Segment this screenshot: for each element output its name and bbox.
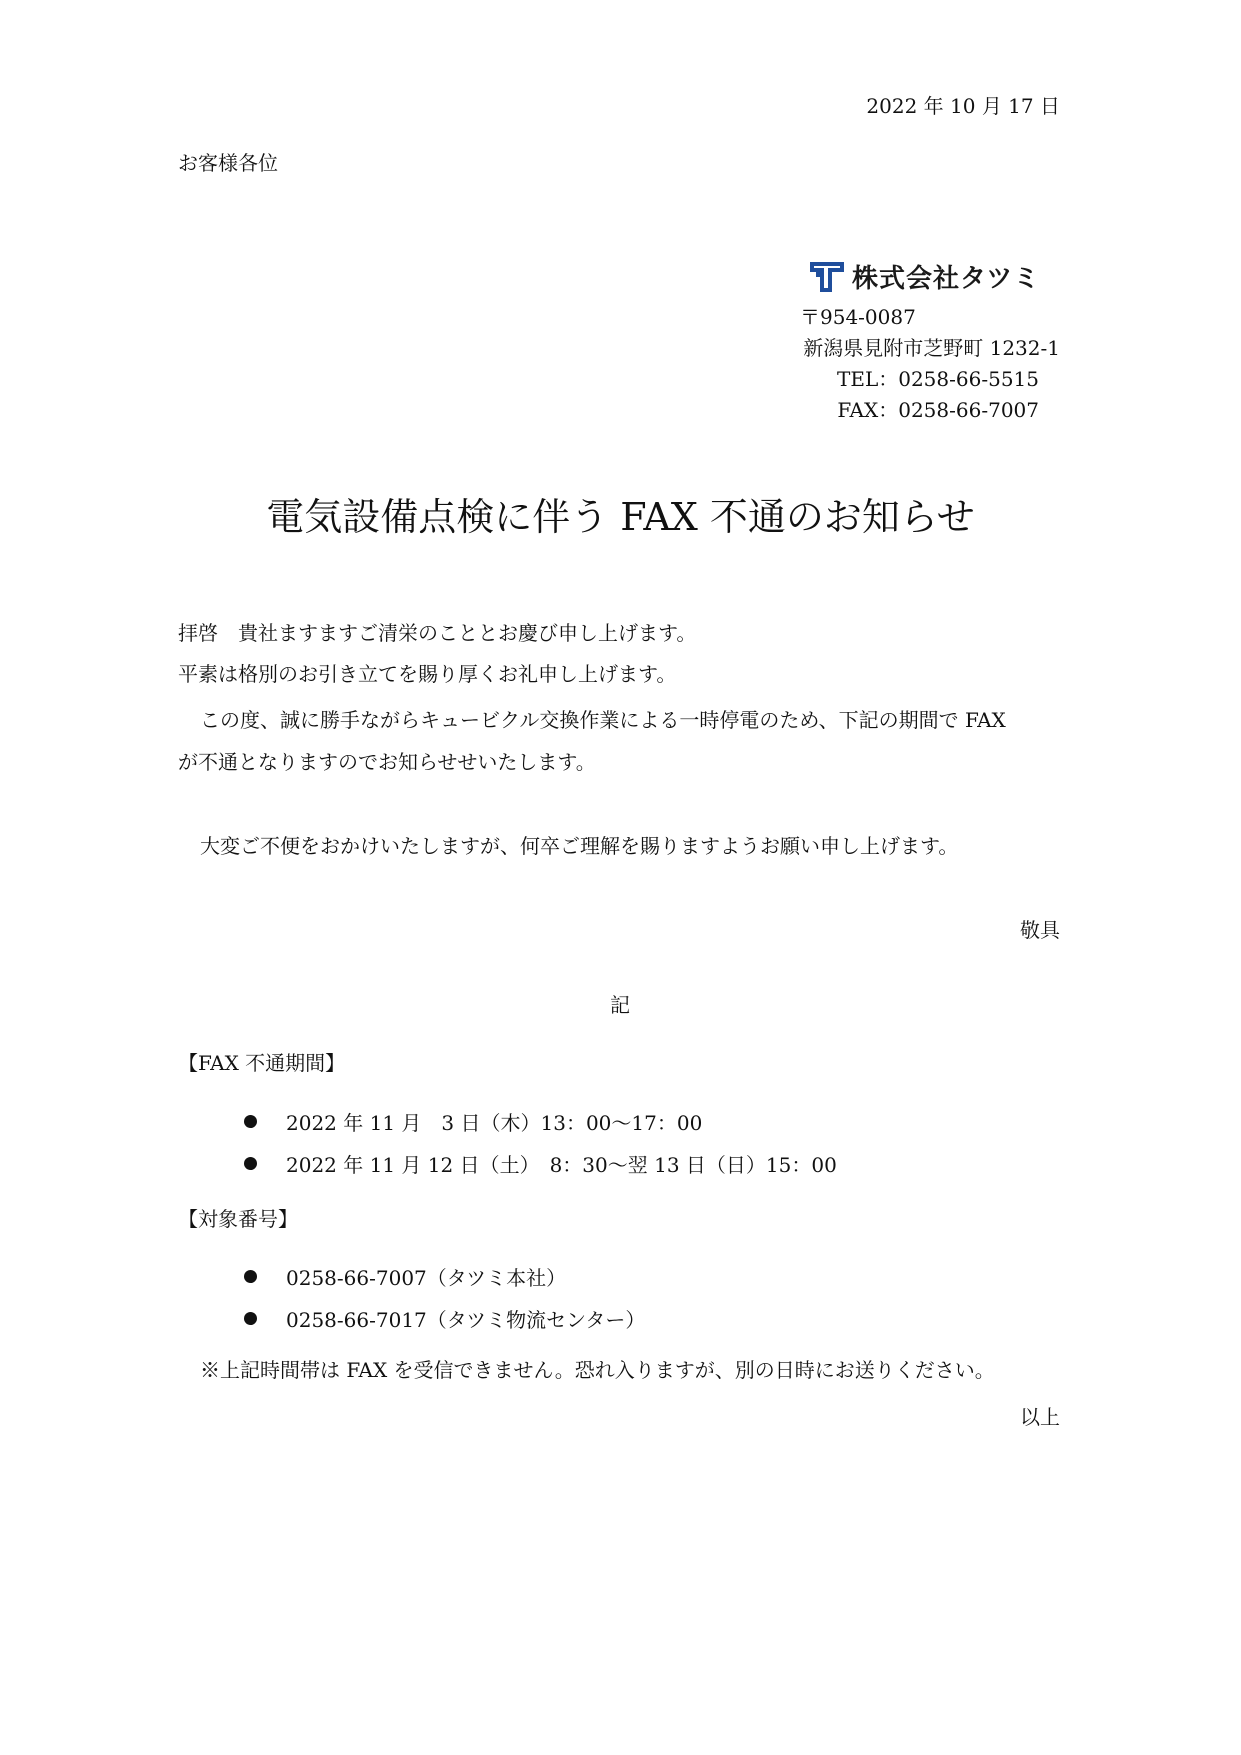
addressee: お客様各位 <box>178 151 278 175</box>
list-item <box>244 1107 702 1136</box>
bullet-icon <box>244 1312 257 1325</box>
notice-line-1: この度、誠に勝手ながらキュービクル交換作業による一時停電のため、下記の期間で FAX <box>200 708 1006 732</box>
ki-heading: 記 <box>610 993 630 1017</box>
target-number-2: 0258-66-7017（タツミ物流センター） <box>286 1308 646 1332</box>
postal-code: 〒954-0087 <box>800 305 916 329</box>
notice-line-2: が不通となりますのでお知らせせいたします。 <box>178 750 596 774</box>
outage-period-1: 2022 年 11 月 3 日（木）13：00～17：00 <box>286 1111 703 1135</box>
outage-period-2: 2022 年 11 月 12 日（土） 8：30～翌 13 日（日）15：00 <box>286 1153 837 1177</box>
target-numbers-heading: 【対象番号】 <box>178 1207 298 1231</box>
company-name: 株式会社タツミ <box>852 264 1041 294</box>
closing-keigu: 敬具 <box>1020 918 1060 942</box>
company-address: 新潟県見附市芝野町 1232-1 <box>803 336 1060 360</box>
list-item <box>244 1149 837 1178</box>
company-tel: TEL：0258-66-5515 <box>837 367 1039 391</box>
bullet-icon <box>244 1270 257 1283</box>
list-item <box>244 1304 645 1333</box>
bullet-icon <box>244 1157 257 1170</box>
tatsumi-logo-icon <box>810 261 844 293</box>
thanks-line: 平素は格別のお引き立てを賜り厚くお礼申し上げます。 <box>178 662 677 686</box>
company-fax: FAX：0258-66-7007 <box>837 398 1039 422</box>
document-date: 2022 年 10 月 17 日 <box>866 94 1060 118</box>
closing-ijou: 以上 <box>1020 1405 1060 1429</box>
apology-line: 大変ご不便をおかけいたしますが、何卒ご理解を賜りますようお願い申し上げます。 <box>200 834 959 858</box>
bullet-icon <box>244 1115 257 1128</box>
outage-period-heading: 【FAX 不通期間】 <box>178 1051 346 1075</box>
target-number-1: 0258-66-7007（タツミ本社） <box>286 1266 567 1290</box>
company-logo <box>810 258 1040 295</box>
document-title: 電気設備点検に伴う FAX 不通のお知らせ <box>266 495 975 539</box>
list-item <box>244 1262 566 1291</box>
notice-note: ※上記時間帯は FAX を受信できません。恐れ入りますが、別の日時にお送りください。 <box>200 1358 995 1382</box>
greeting-line: 拝啓 貴社ますますご清栄のこととお慶び申し上げます。 <box>178 621 697 645</box>
